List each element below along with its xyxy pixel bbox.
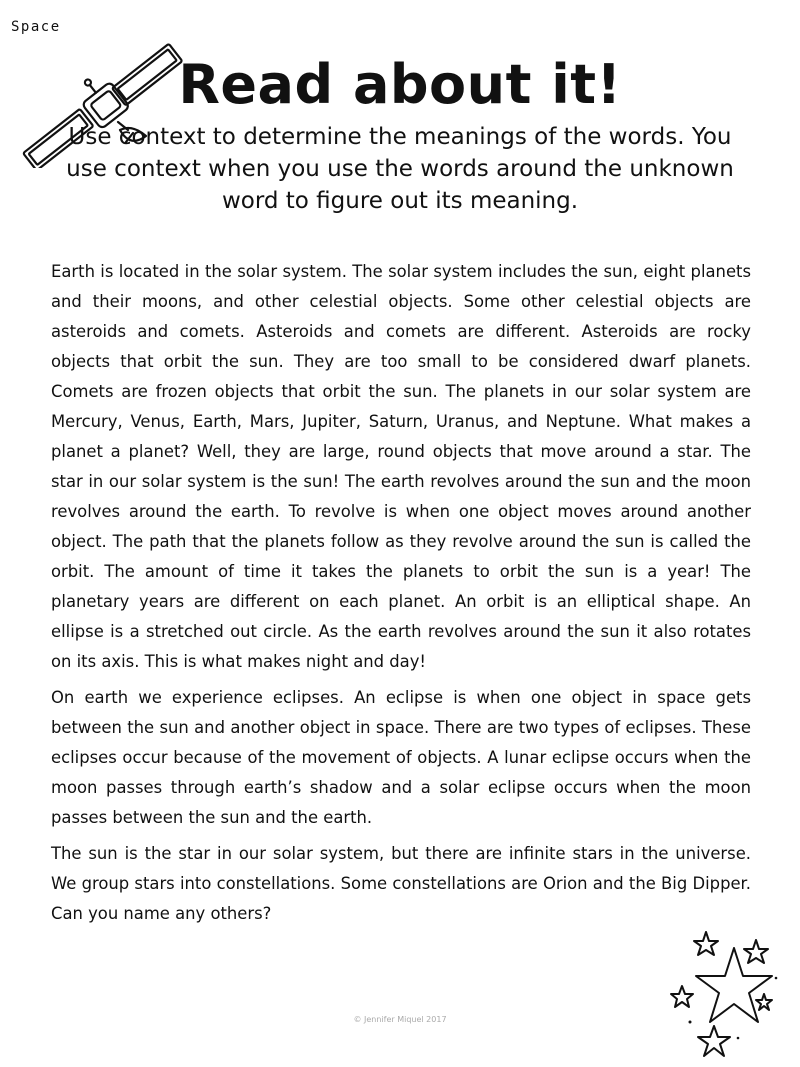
corner-label: Space	[11, 19, 61, 35]
page-title: Read about it!	[178, 53, 622, 116]
paragraph-solar-system: Earth is located in the solar system. The solar system includes the sun, eight planets and their moons, and other celestial objects. Some other celestial objects are asteroids and comets. Asteroids and comets are different. Asteroids are rocky objects that orbit the sun. They are too small to be considered dwarf planets. Comets are frozen objects that orbit the sun. The planets in our solar system are Mercury, Venus, Earth, Mars, Jupiter, Saturn, Uranus, and Neptune. What makes a planet a planet? Well, they are large, round objects that move around a star. The star in our solar system is the sun! The earth revolves around the sun and the moon revolves around the earth. To revolve is when one object moves around another object. The path that the planets follow as they revolve around the sun is called the orbit. The amount of time it takes the planets to orbit the sun is a year! The planetary years are different on each planet. An orbit is an elliptical shape. An ellipse is a stretched out circle. As the earth revolves around the sun it also rotates on its axis. This is what makes night and day!	[51, 262, 751, 671]
stars-cluster-icon	[664, 926, 784, 1060]
reading-passage	[51, 257, 751, 935]
instructions: Use context to determine the meanings of the words. You use context when you use the words around the unknown word to figure out its meaning.	[66, 124, 734, 214]
copyright-notice: © Jennifer Miquel 2017	[353, 1015, 447, 1024]
paragraph-eclipses: On earth we experience eclipses. An eclipse is when one object in space gets between the sun and another object in space. There are two types of eclipses. These eclipses occur because of the movement of objects. A lunar eclipse occurs when the moon passes through earth’s shadow and a solar eclipse occurs when the moon passes between the sun and the earth.	[51, 688, 751, 827]
paragraph-stars: The sun is the star in our solar system, but there are infinite stars in the universe. We group stars into constellations. Some constellations are Orion and the Big Dipper. Can you name any others?	[51, 844, 751, 923]
